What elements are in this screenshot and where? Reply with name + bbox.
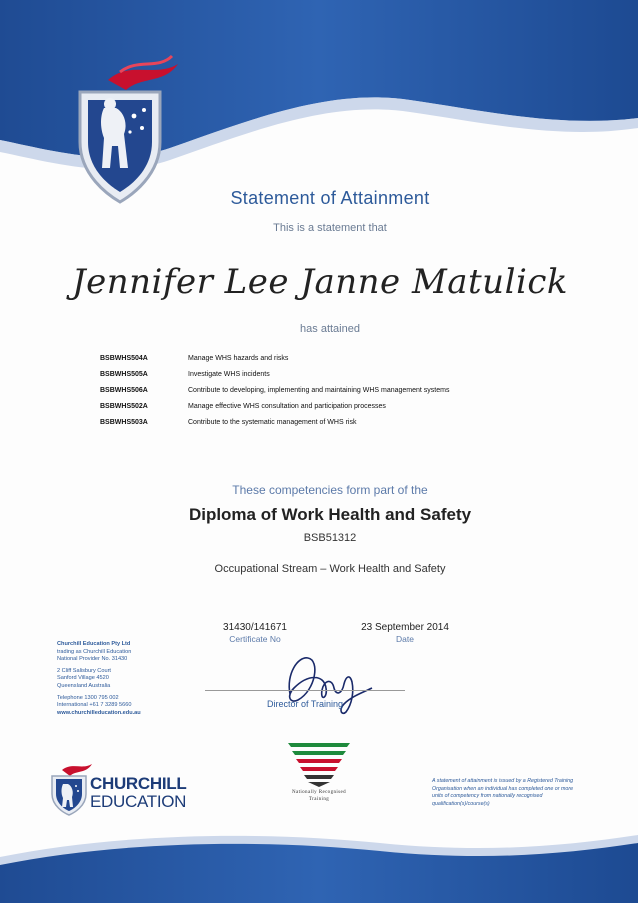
issuer-details <box>57 641 207 717</box>
issuer-telephone: Telephone 1300 795 002 <box>57 694 119 701</box>
shield-emblem-icon <box>48 760 94 816</box>
issue-date: 23 September 2014 <box>361 622 449 633</box>
issuer-trading-as: trading as Churchill Education <box>57 648 132 655</box>
issuer-address-line: Sanford Village 4520 <box>57 675 109 682</box>
director-label: Director of Training <box>266 699 344 709</box>
certificate-number: 31430/141671 <box>223 622 287 633</box>
unit-title: Investigate WHS incidents <box>188 370 270 378</box>
issuer-company: Churchill Education Pty Ltd <box>57 641 131 647</box>
logo-text-education: EDUCATION <box>90 792 187 811</box>
nationally-recognised-training-logo <box>288 743 350 787</box>
unit-row <box>100 350 540 366</box>
attained-text: has attained <box>300 323 360 335</box>
unit-title: Manage WHS hazards and risks <box>188 354 289 362</box>
competencies-intro: These competencies form part of the <box>232 483 428 497</box>
signature-line <box>205 690 405 691</box>
document-title: Statement of Attainment <box>230 188 430 208</box>
nrt-caption-line1: Nationally Recognised <box>291 790 347 795</box>
bottom-wave-band <box>0 813 638 903</box>
churchill-education-logo <box>48 758 218 818</box>
unit-title: Contribute to developing, implementing and maintaining WHS management systems <box>188 386 450 394</box>
occupational-stream: Occupational Stream – Work Health and Safety <box>214 563 446 575</box>
churchill-crest-emblem <box>60 50 180 210</box>
unit-code: BSBWHS506A <box>100 386 148 394</box>
unit-row <box>100 366 540 382</box>
nrt-caption-line2: Training <box>308 797 330 802</box>
issuer-international-phone: International +61 7 3289 5660 <box>57 702 132 709</box>
unit-code: BSBWHS505A <box>100 370 148 378</box>
issuer-address-line: 2 Cliff Salisbury Court <box>57 667 111 674</box>
unit-row <box>100 398 540 414</box>
nrt-caption <box>266 789 372 803</box>
issuer-website: www.churchilleducation.edu.au <box>57 709 141 716</box>
qualification-name: Diploma of Work Health and Safety <box>188 505 472 524</box>
unit-row <box>100 382 540 398</box>
unit-row <box>100 414 540 430</box>
unit-code: BSBWHS502A <box>100 402 148 410</box>
unit-title: Manage effective WHS consultation and participation processes <box>188 402 386 410</box>
statement-subtitle: This is a statement that <box>273 222 387 234</box>
unit-title: Contribute to the systematic management of WHS risk <box>188 418 357 426</box>
issue-date-label: Date <box>396 634 414 644</box>
certificate-number-label: Certificate No <box>229 634 281 644</box>
qualification-code: BSB51312 <box>303 532 357 544</box>
logo-text-churchill: CHURCHILL <box>90 774 187 793</box>
issuer-provider-number: National Provider No. 31430 <box>57 656 128 663</box>
unit-code: BSBWHS503A <box>100 418 148 426</box>
attainment-disclaimer: A statement of attainment is issued by a Registered Training Organisation when an individual has completed one or more units of competency from nationally recognised qualification(s)/course(s) <box>432 778 574 807</box>
issuer-address-line: Queensland Australia <box>57 682 111 689</box>
recipient-name: Jennifer Lee Janne Matulick <box>72 262 568 302</box>
unit-code: BSBWHS504A <box>100 354 148 362</box>
units-list <box>100 350 540 430</box>
